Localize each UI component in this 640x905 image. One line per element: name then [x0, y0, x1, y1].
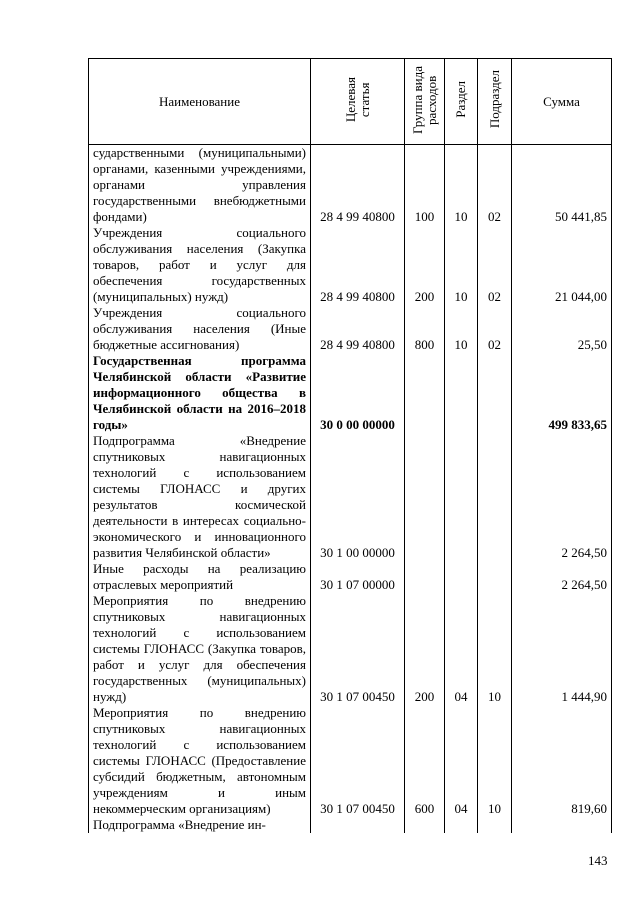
cell-section	[445, 817, 478, 833]
cell-target: 28 4 99 40800	[311, 225, 405, 305]
table-row	[89, 433, 612, 561]
cell-name: сударственными (муниципальными) органами, казенными учреждениями, органами управления государственными внебюджетными фондами)	[89, 145, 311, 226]
header-target-label: Целевая статья	[342, 76, 372, 123]
table-header-row	[89, 59, 612, 145]
cell-name: Мероприятия по внедрению спутниковых навигационных технологий с использованием системы ГЛОНАСС (Закупка товаров, работ и услуг для обеспечения государственных (муниципальных) нужд)	[89, 593, 311, 705]
cell-name: Учреждения социального обслуживания населения (Иные бюджетные ассигнования)	[89, 305, 311, 353]
cell-section: 04	[445, 593, 478, 705]
cell-section: 10	[445, 225, 478, 305]
header-section-label: Раздел	[453, 81, 468, 118]
cell-name: Иные расходы на реализацию отраслевых мероприятий	[89, 561, 311, 593]
cell-group: 600	[405, 705, 445, 817]
cell-subsection	[478, 817, 512, 833]
cell-target: 28 4 99 40800	[311, 305, 405, 353]
cell-group: 800	[405, 305, 445, 353]
cell-name: Мероприятия по внедрению спутниковых навигационных технологий с использованием системы ГЛОНАСС (Предоставление субсидий бюджетным, автономным учреждениям и иным некоммерческим организациям)	[89, 705, 311, 817]
cell-group: 200	[405, 225, 445, 305]
header-subsection	[478, 59, 512, 145]
cell-sum: 21 044,00	[512, 225, 612, 305]
cell-section: 10	[445, 145, 478, 226]
cell-subsection	[478, 561, 512, 593]
header-group	[405, 59, 445, 145]
cell-group	[405, 353, 445, 433]
cell-subsection: 10	[478, 705, 512, 817]
cell-sum: 819,60	[512, 705, 612, 817]
cell-section	[445, 353, 478, 433]
table-row	[89, 561, 612, 593]
cell-sum: 499 833,65	[512, 353, 612, 433]
header-target	[311, 59, 405, 145]
table-row	[89, 145, 612, 226]
cell-target: 30 1 07 00450	[311, 705, 405, 817]
cell-subsection: 02	[478, 145, 512, 226]
cell-subsection: 02	[478, 305, 512, 353]
cell-group	[405, 433, 445, 561]
cell-sum: 25,50	[512, 305, 612, 353]
cell-section	[445, 433, 478, 561]
cell-sum: 2 264,50	[512, 561, 612, 593]
budget-table	[88, 58, 612, 833]
cell-target: 30 1 07 00000	[311, 561, 405, 593]
header-sum: Сумма	[512, 59, 612, 145]
cell-sum: 1 444,90	[512, 593, 612, 705]
cell-name: Подпрограмма «Внедрение спутниковых навигационных технологий с использованием системы ГЛОНАСС и других результатов космической деятельности в интересах социально-экономического и инновационного развития Челябинской области»	[89, 433, 311, 561]
cell-section: 04	[445, 705, 478, 817]
table-row	[89, 225, 612, 305]
cell-target: 30 1 07 00450	[311, 593, 405, 705]
cell-subsection	[478, 433, 512, 561]
cell-name: Государственная программа Челябинской области «Развитие информационного общества в Челябинской области на 2016–2018 годы»	[89, 353, 311, 433]
table-body	[89, 145, 612, 834]
cell-target	[311, 817, 405, 833]
cell-group: 100	[405, 145, 445, 226]
table-row	[89, 353, 612, 433]
cell-target: 30 1 00 00000	[311, 433, 405, 561]
table-row	[89, 705, 612, 817]
cell-sum	[512, 817, 612, 833]
cell-target: 28 4 99 40800	[311, 145, 405, 226]
cell-section: 10	[445, 305, 478, 353]
table-row	[89, 817, 612, 833]
cell-group: 200	[405, 593, 445, 705]
header-subsection-label: Подраздел	[486, 70, 502, 129]
page-number: 143	[588, 853, 608, 868]
cell-sum: 2 264,50	[512, 433, 612, 561]
header-section	[445, 59, 478, 145]
cell-subsection	[478, 353, 512, 433]
cell-name: Подпрограмма «Внедрение ин-	[89, 817, 311, 833]
cell-subsection: 02	[478, 225, 512, 305]
cell-name: Учреждения социального обслуживания населения (Закупка товаров, работ и услуг для обеспечения государственных (муниципальных) нужд)	[89, 225, 311, 305]
table-row	[89, 305, 612, 353]
cell-section	[445, 561, 478, 593]
cell-subsection: 10	[478, 593, 512, 705]
cell-target: 30 0 00 00000	[311, 353, 405, 433]
cell-sum: 50 441,85	[512, 145, 612, 226]
table-row	[89, 593, 612, 705]
cell-group	[405, 561, 445, 593]
cell-group	[405, 817, 445, 833]
header-group-label: Группа вида расходов	[409, 65, 439, 134]
header-name: Наименование	[89, 59, 311, 145]
